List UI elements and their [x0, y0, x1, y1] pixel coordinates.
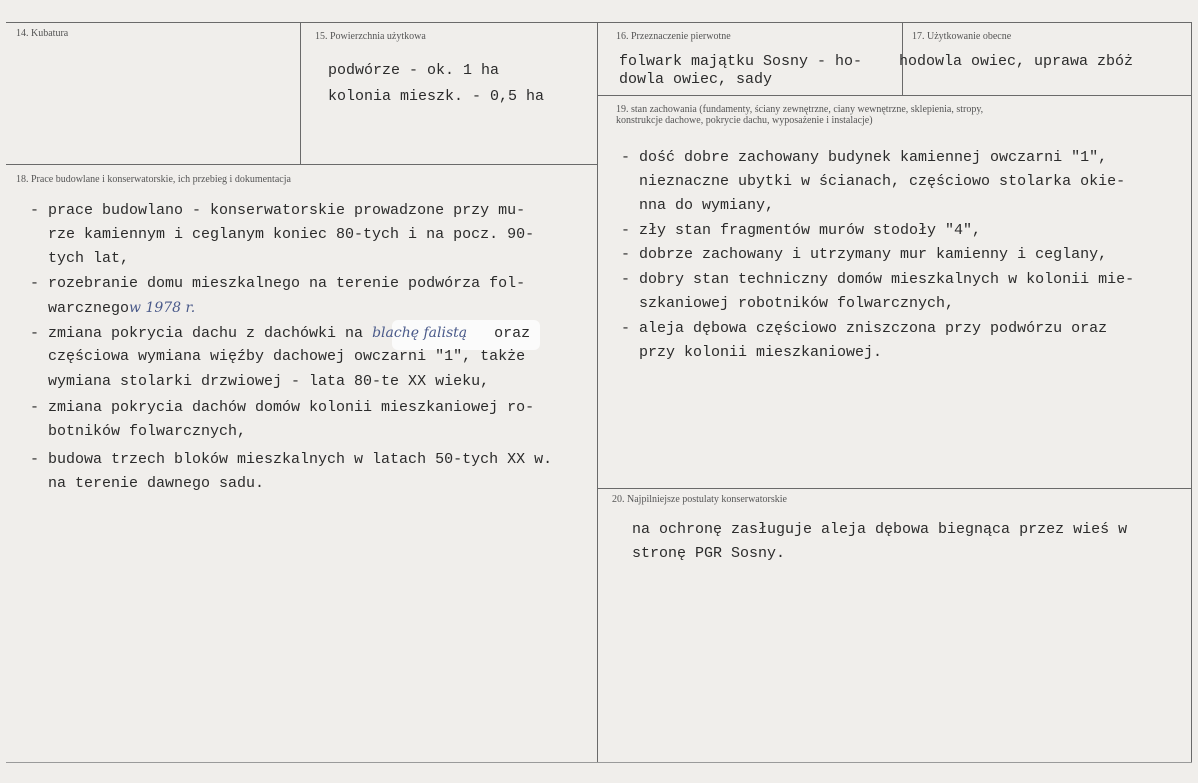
field-14-label: 14. Kubatura [16, 28, 69, 39]
field-19-line-4: - zły stan fragmentów murów stodoły "4", [621, 222, 982, 239]
field-18-line-9: - zmiana pokrycia dachów domów kolonii mieszkaniowej ro- [30, 399, 535, 416]
field-19-label: 19. stan zachowania (fundamenty, ściany zewnętrzne, ciany wewnętrzne, sklepienia, stropy, konstrukcje dachowe, pokrycie dachu, wyposażenie i instalacje) [616, 104, 984, 126]
divider-center [597, 22, 598, 762]
handwritten-roof: blachę falistą [372, 325, 468, 341]
field-19-line-3: nna do wymiany, [621, 197, 775, 214]
field-15-line-1: podwórze - ok. 1 ha [328, 62, 500, 79]
field-18-line-3: tych lat, [30, 250, 130, 267]
field-19-line-2: nieznaczne ubytki w ścianach, częściowo stolarka okie- [621, 173, 1126, 190]
border-bottom [6, 762, 1192, 763]
border-right [1191, 22, 1192, 762]
field-18-line-1: - prace budowlano - konserwatorskie prowadzone przy mu- [30, 202, 526, 219]
field-20-line-2: stronę PGR Sosny. [632, 545, 786, 562]
field-16-label: 16. Przeznaczenie pierwotne [616, 31, 731, 42]
field-18-line-12: na terenie dawnego sadu. [30, 475, 265, 492]
field-20-label: 20. Najpilniejsze postulaty konserwatorskie [612, 494, 787, 505]
field-19-line-8: - aleja dębowa częściowo zniszczona przy podwórzu oraz [621, 320, 1108, 337]
divider-top [6, 22, 1192, 23]
field-19-line-5: - dobrze zachowany i utrzymany mur kamienny i ceglany, [621, 246, 1108, 263]
divider-15 [300, 22, 301, 164]
field-18-line-6 [30, 321, 530, 347]
divider-lower-right [598, 488, 1192, 489]
field-18-label: 18. Prace budowlane i konserwatorskie, ich przebieg i dokumentacja [16, 174, 291, 185]
field-16-line-2: dowla owiec, sady [619, 71, 773, 88]
field-16-line-1: folwark majątku Sosny - ho- [619, 53, 863, 70]
field-19-line-1: - dość dobre zachowany budynek kamiennej owczarni "1", [621, 149, 1108, 166]
field-15-label: 15. Powierzchnia użytkowa [315, 31, 426, 42]
field-18-line-4: - rozebranie domu mieszkalnego na terenie podwórza fol- [30, 275, 526, 292]
field-18-line-6-tail: oraz [494, 325, 531, 342]
handwritten-year: w 1978 r. [129, 300, 196, 316]
field-18-line-8: wymiana stolarki drzwiowej - lata 80-te XX wieku, [30, 373, 490, 390]
field-18-line-6-text: - zmiana pokrycia dachu z dachówki na [30, 325, 364, 342]
field-18-line-11: - budowa trzech bloków mieszkalnych w latach 50-tych XX w. [30, 451, 553, 468]
field-18-line-2: rze kamiennym i ceglanym koniec 80-tych i na pocz. 90- [30, 226, 535, 243]
divider-mid-left [6, 164, 598, 165]
field-15-line-2: kolonia mieszk. - 0,5 ha [328, 88, 545, 105]
field-18-line-7: częściowa wymiana więźby dachowej owczarni "1", także [30, 348, 526, 365]
field-20-line-1: na ochronę zasługuje aleja dębowa biegnąca przez wieś w [632, 521, 1128, 538]
field-19-line-9: przy kolonii mieszkaniowej. [621, 344, 883, 361]
field-17-line-1: hodowla owiec, uprawa zbóż [899, 53, 1134, 70]
field-18-line-10: botników folwarcznych, [30, 423, 247, 440]
field-18-line-5-text: warcznego [30, 300, 130, 317]
field-19-line-7: szkaniowej robotników folwarcznych, [621, 295, 955, 312]
field-19-line-6: - dobry stan techniczny domów mieszkalnych w kolonii mie- [621, 271, 1135, 288]
divider-mid-right [598, 95, 1192, 96]
field-18-line-5 [30, 296, 195, 322]
field-17-label: 17. Użytkowanie obecne [912, 31, 1012, 42]
